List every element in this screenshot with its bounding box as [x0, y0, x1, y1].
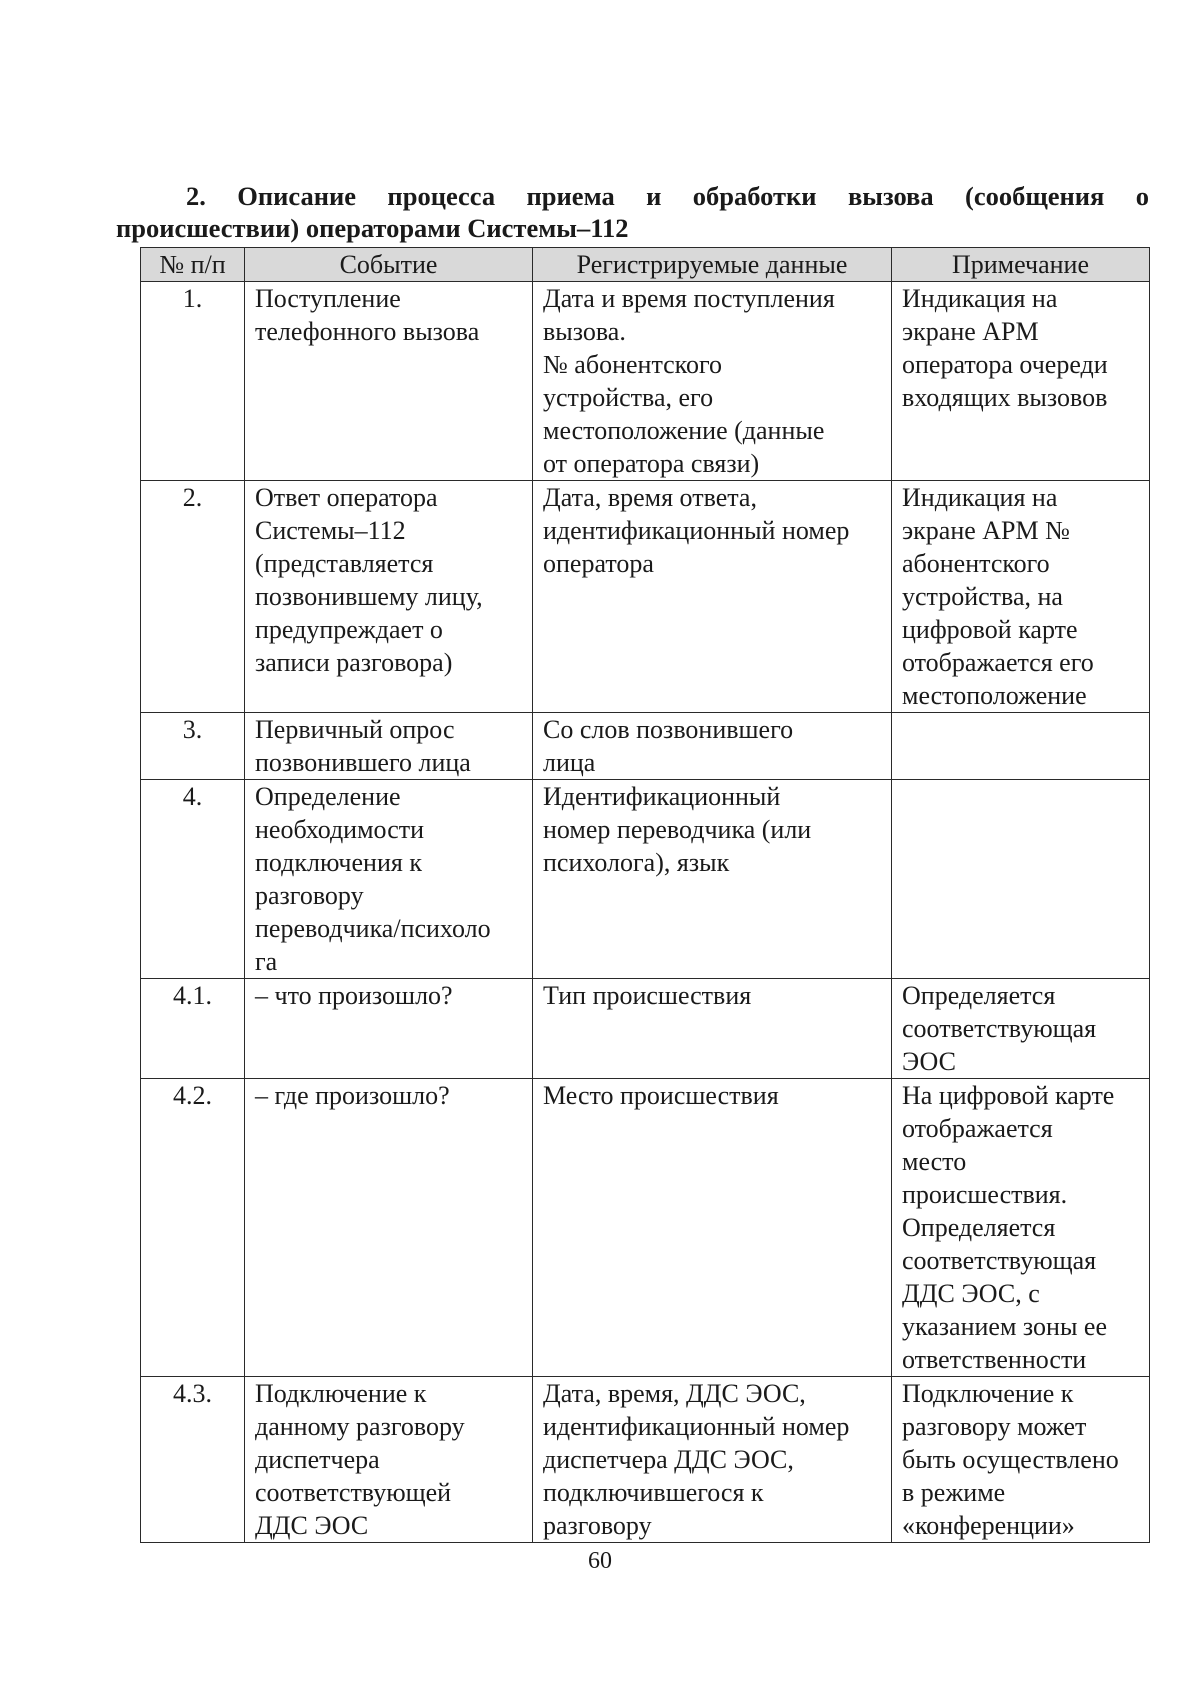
row-number-cell: 4.	[141, 780, 245, 979]
section-heading-line-2: происшествии) операторами Системы–112	[116, 213, 629, 243]
event-cell: Первичный опрос позвонившего лица	[245, 713, 533, 780]
section-heading-line-1: 2. Описание процесса приема и обработки вызова (сообщения о	[186, 181, 1149, 211]
note-cell	[892, 713, 1150, 780]
note-cell: Подключение к разговору может быть осуществлено в режиме «конференции»	[892, 1377, 1150, 1543]
note-cell: Определяется соответствующая ЭОС	[892, 979, 1150, 1079]
column-header-note: Примечание	[892, 248, 1150, 282]
registered-data-cell: Тип происшествия	[533, 979, 892, 1079]
registered-data-cell: Дата, время ответа, идентификационный номер оператора	[533, 481, 892, 713]
registered-data-cell: Дата и время поступления вызова. № абонентского устройства, его местоположение (данные от оператора связи)	[533, 282, 892, 481]
note-cell: Индикация на экране АРМ № абонентского устройства, на цифровой карте отображается его местоположение	[892, 481, 1150, 713]
column-header-event: Событие	[245, 248, 533, 282]
event-cell: Ответ оператора Системы–112 (представляется позвонившему лицу, предупреждает о записи разговора)	[245, 481, 533, 713]
event-cell: – где произошло?	[245, 1079, 533, 1377]
page-number: 60	[588, 1548, 612, 1574]
column-header-registered-data: Регистрируемые данные	[533, 248, 892, 282]
section-heading	[116, 180, 1149, 244]
row-number-cell: 1.	[141, 282, 245, 481]
table-row	[141, 713, 1150, 780]
note-cell	[892, 780, 1150, 979]
table-row	[141, 282, 1150, 481]
row-number-cell: 4.3.	[141, 1377, 245, 1543]
table-row	[141, 979, 1150, 1079]
event-cell: Определение необходимости подключения к разговору переводчика/психоло га	[245, 780, 533, 979]
table-header-row	[141, 248, 1150, 282]
row-number-cell: 2.	[141, 481, 245, 713]
event-cell: Подключение к данному разговору диспетчера соответствующей ДДС ЭОС	[245, 1377, 533, 1543]
row-number-cell: 4.2.	[141, 1079, 245, 1377]
row-number-cell: 4.1.	[141, 979, 245, 1079]
registered-data-cell: Место происшествия	[533, 1079, 892, 1377]
note-cell: Индикация на экране АРМ оператора очереди входящих вызовов	[892, 282, 1150, 481]
table-row	[141, 1377, 1150, 1543]
table-row	[141, 780, 1150, 979]
process-table	[140, 247, 1150, 1543]
column-header-number: № п/п	[141, 248, 245, 282]
event-cell: – что произошло?	[245, 979, 533, 1079]
table-row	[141, 481, 1150, 713]
row-number-cell: 3.	[141, 713, 245, 780]
registered-data-cell: Идентификационный номер переводчика (или психолога), язык	[533, 780, 892, 979]
event-cell: Поступление телефонного вызова	[245, 282, 533, 481]
note-cell: На цифровой карте отображается место происшествия. Определяется соответствующая ДДС ЭОС, с указанием зоны ее ответственности	[892, 1079, 1150, 1377]
table-row	[141, 1079, 1150, 1377]
registered-data-cell: Со слов позвонившего лица	[533, 713, 892, 780]
registered-data-cell: Дата, время, ДДС ЭОС, идентификационный номер диспетчера ДДС ЭОС, подключившегося к разговору	[533, 1377, 892, 1543]
